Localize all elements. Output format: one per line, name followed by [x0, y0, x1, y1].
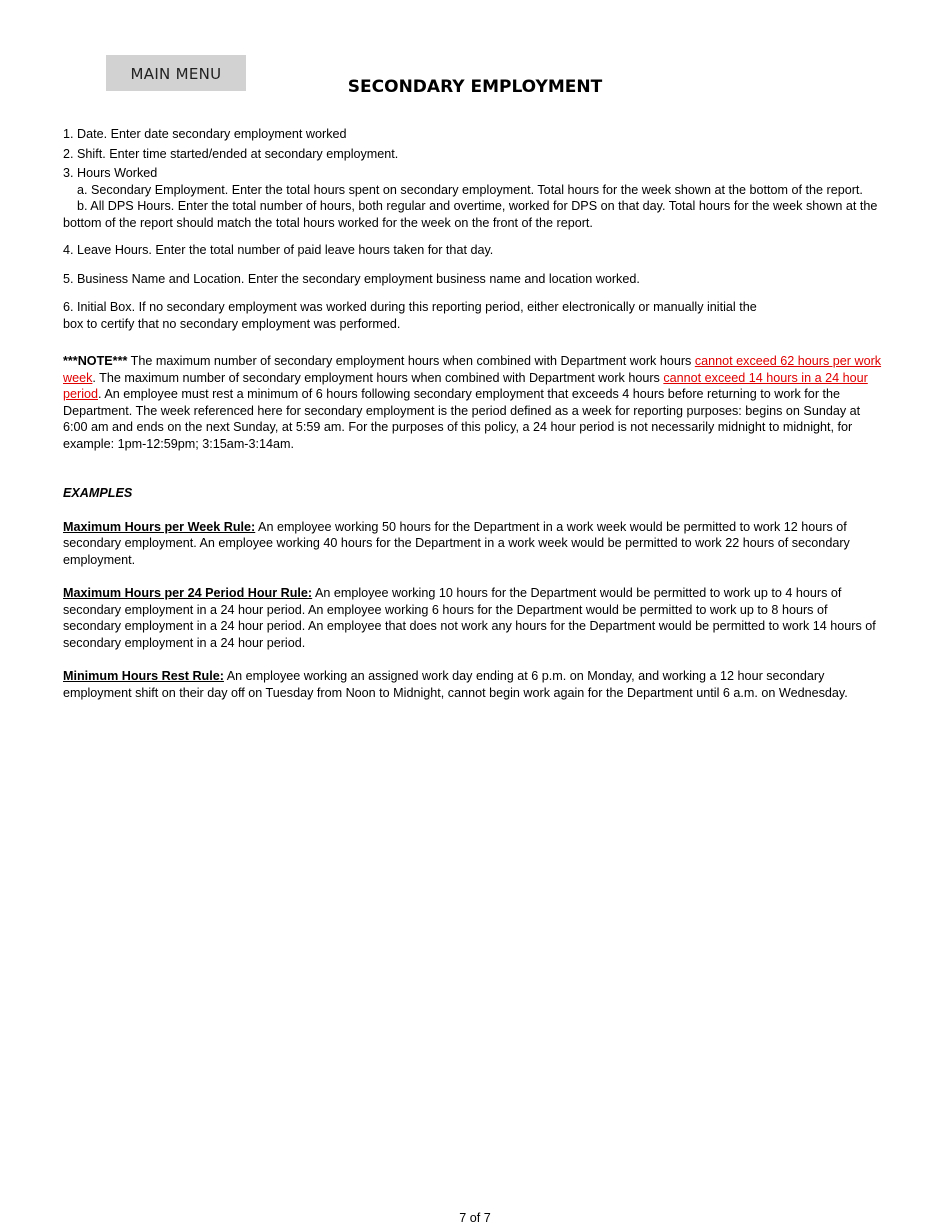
instruction-dps-hours: b. All DPS Hours. Enter the total number of hours, both regular and overtime, worked for DPS on that day. Total hours for the week shown at the bottom of the report should match the total hours worked for the week on the front of the report.	[63, 199, 878, 230]
note-text-2: . The maximum number of secondary employment hours when combined with Department work hours	[92, 370, 664, 385]
note-weekly-limit: cannot exceed 62 hours per work week	[63, 354, 882, 385]
note-daily-limit: cannot exceed 14 hours in a 24 hour period	[63, 370, 868, 401]
instructions-body	[63, 126, 885, 701]
note-label: ***NOTE***	[63, 354, 128, 368]
period-rule-text: An employee working 10 hours for the Department would be permitted to work up to 4 hours of secondary employment in a 24 hour period. An employee working 6 hours for the Department would be permitted to work up to 8 hours of secondary employment in a 24 hour period. An employee that does not work any hours for the Department would be permitted to work 14 hours of secondary employment in a 24 hour period.	[63, 586, 876, 650]
instruction-date: 1. Date. Enter date secondary employment worked	[63, 127, 347, 141]
period-rule-title: Maximum Hours per 24 Period Hour Rule:	[63, 586, 313, 600]
policy-note	[63, 353, 885, 452]
page-number: 7 of 7	[459, 1211, 491, 1225]
example-week-rule	[63, 519, 885, 569]
instruction-initial-box-line1: 6. Initial Box. If no secondary employment was worked during this reporting period, either electronically or manually initial the	[63, 300, 757, 314]
instruction-initial-box-line2: box to certify that no secondary employment was performed.	[63, 316, 401, 331]
instruction-initial-box	[63, 299, 885, 332]
note-text-3: . An employee must rest a minimum of 6 hours following secondary employment that exceeds 4 hours before returning to work for the Department. The week referenced here for secondary employment is the period defined as a week for reporting purposes: begins on Sunday at 6:00 am and ends on the next Sunday, at 5:59 am. For the purposes of this policy, a 24 hour period is not necessarily midnight to midnight, for example: 1pm-12:59pm; 3:15am-3:14am.	[63, 387, 861, 451]
rest-rule-title: Minimum Hours Rest Rule:	[63, 669, 224, 683]
instruction-hours-worked: 3. Hours Worked	[63, 166, 158, 180]
instruction-leave-hours: 4. Leave Hours. Enter the total number of paid leave hours taken for that day.	[63, 243, 494, 257]
example-rest-rule	[63, 668, 885, 701]
instruction-shift: 2. Shift. Enter time started/ended at secondary employment.	[63, 146, 399, 161]
example-period-rule	[63, 585, 885, 651]
instruction-business-name: 5. Business Name and Location. Enter the secondary employment business name and location worked.	[63, 271, 640, 286]
instruction-secondary-hours: a. Secondary Employment. Enter the total hours spent on secondary employment. Total hours for the week shown at the bottom of the report.	[77, 182, 863, 197]
page-title: SECONDARY EMPLOYMENT	[347, 77, 603, 97]
note-text-1: The maximum number of secondary employment hours when combined with Department work hours	[127, 354, 695, 368]
rest-rule-text: An employee working an assigned work day ending at 6 p.m. on Monday, and working a 12 hour secondary employment shift on their day off on Tuesday from Noon to Midnight, cannot begin work again for the Department until 6 a.m. on Wednesday.	[63, 669, 848, 700]
examples-heading: EXAMPLES	[63, 486, 133, 500]
week-rule-title: Maximum Hours per Week Rule:	[63, 519, 256, 534]
main-menu-button[interactable]: MAIN MENU	[106, 55, 246, 91]
week-rule-text: An employee working 50 hours for the Department in a work week would be permitted to work 12 hours of secondary employment. An employee working 40 hours for the Department in a work week would be permitted to work 22 hours of secondary employment.	[63, 519, 850, 567]
